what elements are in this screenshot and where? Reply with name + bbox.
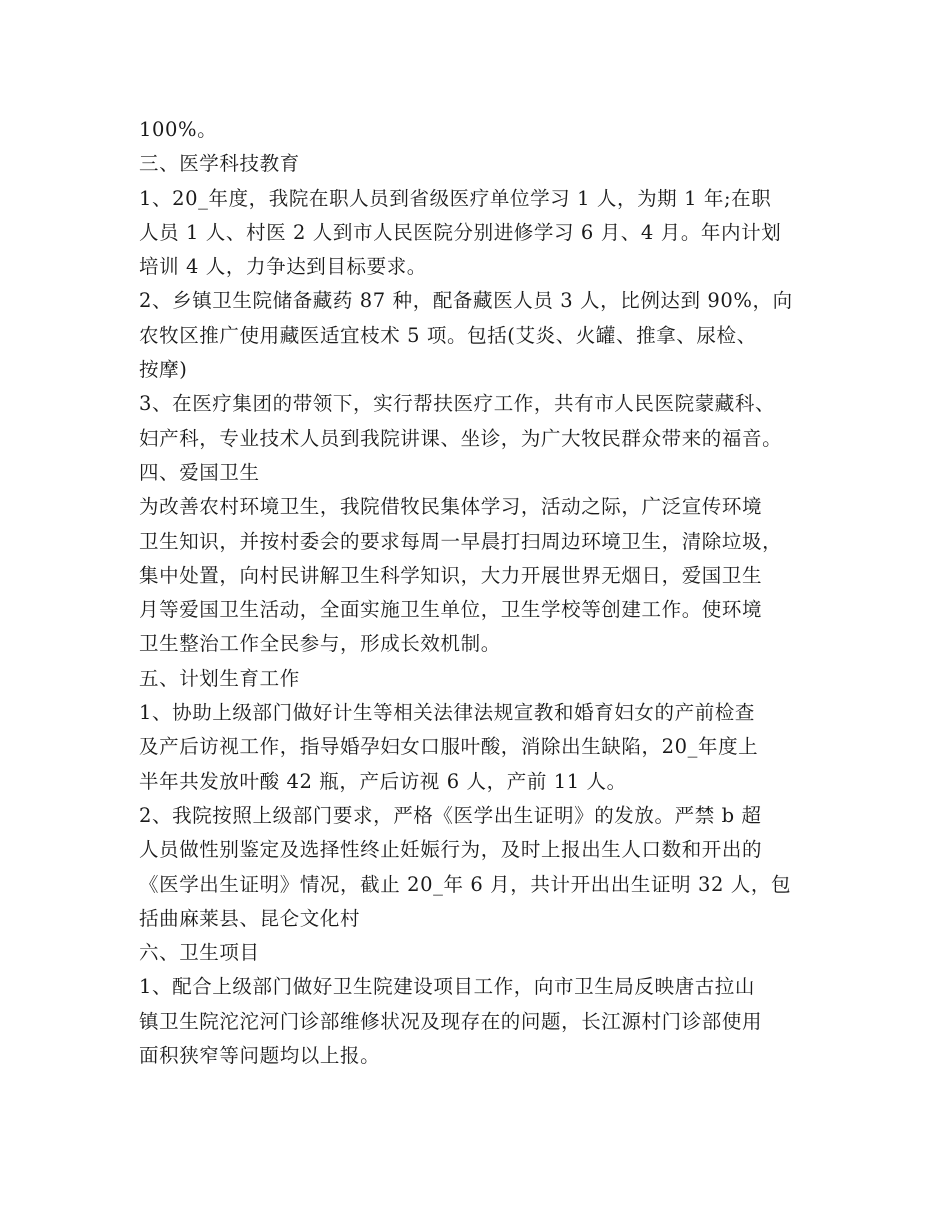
text-line: 人员做性别鉴定及选择性终止妊娠行为，及时上报出生人口数和开出的	[139, 838, 763, 862]
text-line: 培训 4 人，力争达到目标要求。	[139, 255, 427, 279]
text-line: 妇产科，专业技术人员到我院讲课、坐诊，为广大牧民群众带来的福音。	[139, 426, 783, 450]
section-heading: 三、医学科技教育	[139, 152, 300, 176]
text-line: 农牧区推广使用藏医适宜枝术 5 项。包括(艾炎、火罐、推拿、尿检、	[139, 323, 757, 347]
text-line: 《医学出生证明》情况，截止 20_年 6 月，共计开出出生证明 32 人，包	[139, 872, 792, 896]
text-line: 卫生整治工作全民参与，形成长效机制。	[139, 632, 501, 656]
text-line: 3、在医疗集团的带领下，实行帮扶医疗工作，共有市人民医院蒙藏科、	[139, 392, 776, 416]
text-line: 镇卫生院沱沱河门诊部维修状况及现存在的问题，长江源村门诊部使用	[139, 1009, 763, 1033]
document-body	[139, 113, 829, 1073]
section-heading: 四、爱国卫生	[139, 460, 260, 484]
text-line: 及产后访视工作，指导婚孕妇女口服叶酸，消除出生缺陷，20_年度上	[139, 735, 759, 759]
section-heading: 六、卫生项目	[139, 941, 260, 965]
text-line: 1、协助上级部门做好计生等相关法律法规宣教和婚育妇女的产前检查	[139, 701, 756, 725]
text-line: 按摩)	[139, 358, 188, 382]
text-line: 括曲麻莱县、昆仑文化村	[139, 906, 361, 930]
text-line: 集中处置，向村民讲解卫生科学知识，大力开展世界无烟日，爱国卫生	[139, 563, 763, 587]
text-line: 卫生知识，并按村委会的要求每周一早晨打扫周边环境卫生，清除垃圾，	[139, 529, 783, 553]
text-line: 面积狭窄等问题均以上报。	[139, 1044, 381, 1068]
text-line: 人员 1 人、村医 2 人到市人民医院分别进修学习 6 月、4 月。年内计划	[139, 220, 782, 244]
text-line: 1、配合上级部门做好卫生院建设项目工作，向市卫生局反映唐古拉山	[139, 975, 756, 999]
text-line: 2、我院按照上级部门要求，严格《医学出生证明》的发放。严禁 b 超	[139, 803, 762, 827]
section-heading: 五、计划生育工作	[139, 666, 300, 690]
text-line: 100%。	[139, 118, 218, 141]
text-line: 月等爱国卫生活动，全面实施卫生单位，卫生学校等创建工作。使环境	[139, 598, 763, 622]
text-line: 为改善农村环境卫生，我院借牧民集体学习，活动之际，广泛宣传环境	[139, 495, 763, 519]
text-line: 2、乡镇卫生院储备藏药 87 种，配备藏医人员 3 人，比例达到 90%，向	[139, 289, 793, 313]
text-line: 半年共发放叶酸 42 瓶，产后访视 6 人，产前 11 人。	[139, 769, 627, 793]
text-line: 1、20_年度，我院在职人员到省级医疗单位学习 1 人，为期 1 年;在职	[139, 186, 772, 210]
